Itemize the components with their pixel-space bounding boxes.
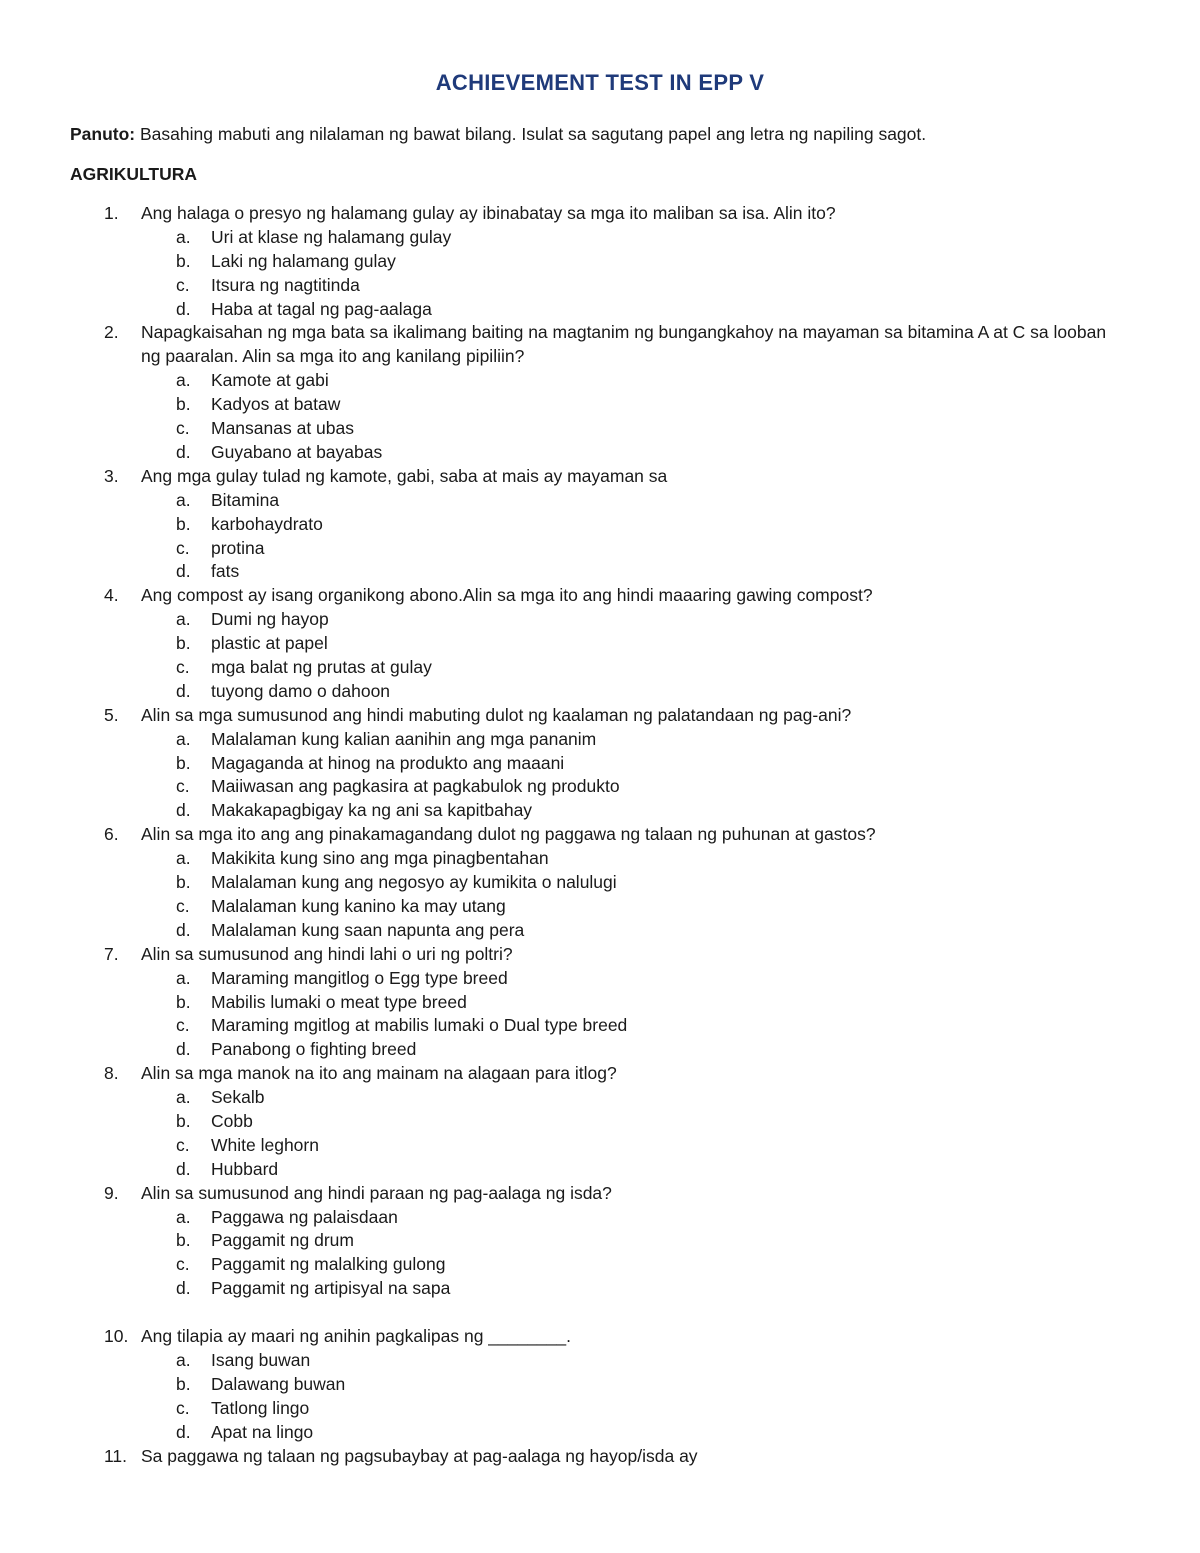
option-text: Sekalb [211, 1087, 265, 1108]
option-item [0, 1373, 1200, 1397]
option-list [0, 1086, 1200, 1182]
option-list [0, 967, 1200, 1063]
instructions-label: Panuto: [70, 124, 136, 144]
question-item [0, 1182, 1200, 1301]
option-item [0, 728, 1200, 752]
question-number: 4. [104, 585, 119, 606]
option-item [0, 1253, 1200, 1277]
option-item [0, 393, 1200, 417]
option-text: Haba at tagal ng pag-aalaga [211, 298, 432, 319]
question-text: Alin sa mga ito ang ang pinakamagandang dulot ng paggawa ng talaan ng puhunan at gastos? [141, 824, 876, 845]
option-text: Kadyos at bataw [211, 394, 341, 415]
option-text: Malalaman kung kanino ka may utang [211, 895, 506, 916]
option-letter: c. [176, 895, 190, 916]
option-letter: a. [176, 728, 191, 749]
option-item [0, 513, 1200, 537]
option-item [0, 775, 1200, 799]
option-text: Maiiwasan ang pagkasira at pagkabulok ng produkto [211, 776, 620, 797]
option-item [0, 799, 1200, 823]
document-title: ACHIEVEMENT TEST IN EPP V [435, 70, 765, 95]
question-text: Ang halaga o presyo ng halamang gulay ay ibinabatay sa mga ito maliban sa isa. Alin ito? [141, 203, 836, 223]
option-item [0, 226, 1200, 250]
question-number: 7. [104, 943, 119, 964]
option-letter: a. [176, 1206, 191, 1227]
option-letter: a. [176, 848, 191, 869]
option-letter: b. [176, 250, 191, 271]
option-item [0, 991, 1200, 1015]
option-text: Hubbard [211, 1158, 279, 1179]
option-letter: c. [176, 1134, 190, 1155]
option-item [0, 1397, 1200, 1421]
question-text: Ang compost ay isang organikong abono.Alin sa mga ito ang hindi maaaring gawing compost? [141, 585, 873, 606]
option-letter: a. [176, 489, 191, 510]
option-text: plastic at papel [211, 633, 328, 654]
option-item [0, 1038, 1200, 1062]
option-letter: b. [176, 513, 191, 534]
option-item [0, 560, 1200, 584]
option-item [0, 1158, 1200, 1182]
option-item [0, 1349, 1200, 1373]
question-number: 1. [104, 203, 119, 223]
option-item [0, 680, 1200, 704]
option-letter: a. [176, 609, 191, 630]
option-item [0, 1014, 1200, 1038]
option-letter: b. [176, 1110, 191, 1131]
option-letter: b. [176, 991, 191, 1012]
option-text: Dumi ng hayop [211, 609, 329, 630]
question-item [0, 465, 1200, 584]
question-item [0, 823, 1200, 942]
option-text: Malalaman kung kalian aanihin ang mga pananim [211, 728, 597, 749]
option-text: tuyong damo o dahoon [211, 680, 391, 701]
option-letter: a. [176, 1350, 191, 1371]
option-letter: a. [176, 370, 191, 391]
option-letter: b. [176, 752, 191, 773]
option-item [0, 369, 1200, 393]
question-item [0, 1062, 1200, 1181]
option-text: Malalaman kung saan napunta ang pera [211, 919, 525, 940]
question-item [0, 321, 1200, 464]
option-text: Paggamit ng drum [211, 1230, 354, 1251]
option-text: Itsura ng nagtitinda [211, 274, 360, 295]
question-number: 8. [104, 1063, 119, 1084]
question-number: 11. [104, 1445, 128, 1466]
option-letter: b. [176, 872, 191, 893]
option-letter: d. [176, 561, 191, 582]
option-text: Makikita kung sino ang mga pinagbentahan [211, 848, 549, 869]
option-text: protina [211, 537, 265, 558]
option-item [0, 967, 1200, 991]
option-letter: c. [176, 418, 190, 439]
option-text: Maraming mangitlog o Egg type breed [211, 967, 508, 988]
option-letter: a. [176, 226, 191, 247]
question-text: Ang mga gulay tulad ng kamote, gabi, saba at mais ay mayaman sa [141, 465, 668, 486]
option-item [0, 417, 1200, 441]
option-item [0, 250, 1200, 274]
option-letter: d. [176, 1158, 191, 1179]
option-item [0, 752, 1200, 776]
option-list [0, 728, 1200, 824]
option-text: Bitamina [211, 489, 280, 510]
question-item [0, 704, 1200, 823]
option-item [0, 1421, 1200, 1445]
question-item [0, 1445, 1200, 1469]
option-item [0, 1110, 1200, 1134]
option-list [0, 847, 1200, 943]
option-text: Maraming mgitlog at mabilis lumaki o Dual type breed [211, 1015, 628, 1036]
option-item [0, 537, 1200, 561]
option-letter: b. [176, 394, 191, 415]
option-item [0, 895, 1200, 919]
option-item [0, 298, 1200, 322]
option-letter: b. [176, 633, 191, 654]
option-letter: b. [176, 1230, 191, 1251]
option-item [0, 1277, 1200, 1301]
option-text: Dalawang buwan [211, 1373, 346, 1394]
option-item [0, 608, 1200, 632]
option-item [0, 919, 1200, 943]
option-letter: d. [176, 800, 191, 821]
option-text: Paggawa ng palaisdaan [211, 1206, 398, 1227]
option-letter: c. [176, 1397, 190, 1418]
question-number: 9. [104, 1182, 119, 1203]
option-text: Laki ng halamang gulay [211, 250, 396, 271]
option-text: Makakapagbigay ka ng ani sa kapitbahay [211, 800, 533, 821]
option-letter: d. [176, 1421, 191, 1442]
option-text: Cobb [211, 1110, 253, 1131]
option-list [0, 226, 1200, 322]
option-list [0, 1206, 1200, 1302]
question-text: Alin sa sumusunod ang hindi paraan ng pag-aalaga ng isda? [141, 1182, 612, 1203]
option-text: Uri at klase ng halamang gulay [211, 226, 452, 247]
option-letter: d. [176, 298, 191, 319]
option-letter: b. [176, 1373, 191, 1394]
instructions-text: Basahing mabuti ang nilalaman ng bawat bilang. Isulat sa sagutang papel ang letra ng napiling sagot. [135, 124, 927, 144]
option-text: Paggamit ng malalking gulong [211, 1254, 446, 1275]
option-item [0, 1134, 1200, 1158]
question-item [0, 584, 1200, 703]
option-letter: d. [176, 919, 191, 940]
option-text: karbohaydrato [211, 513, 323, 534]
option-item [0, 847, 1200, 871]
option-item [0, 632, 1200, 656]
question-number: 6. [104, 824, 119, 845]
option-text: Malalaman kung ang negosyo ay kumikita o nalulugi [211, 872, 617, 893]
blank-line [0, 1301, 1200, 1325]
question-number: 10. [104, 1326, 129, 1347]
option-letter: c. [176, 537, 190, 558]
option-text: Paggamit ng artipisyal na sapa [211, 1278, 451, 1299]
option-list [0, 369, 1200, 465]
option-list [0, 489, 1200, 585]
option-text: Isang buwan [211, 1350, 311, 1371]
question-list [0, 202, 1200, 1469]
option-text: White leghorn [211, 1134, 319, 1155]
option-letter: c. [176, 274, 190, 295]
option-item [0, 871, 1200, 895]
option-text: Kamote at gabi [211, 370, 329, 391]
option-text: Tatlong lingo [211, 1397, 310, 1418]
question-text: Napagkaisahan ng mga bata sa ikalimang baiting na magtanim ng bungangkahoy na mayaman sa bitamina A at C sa looban ng paaralan. Alin sa mga ito ang kanilang pipiliin? [141, 322, 1107, 367]
option-letter: c. [176, 1015, 190, 1036]
option-text: Mansanas at ubas [211, 418, 355, 439]
question-number: 2. [104, 322, 119, 343]
option-item [0, 1086, 1200, 1110]
section-heading: AGRIKULTURA [70, 164, 198, 184]
option-letter: d. [176, 1039, 191, 1060]
option-text: Mabilis lumaki o meat type breed [211, 991, 467, 1012]
question-text: Alin sa mga manok na ito ang mainam na alagaan para itlog? [141, 1063, 617, 1084]
option-text: Apat na lingo [211, 1421, 314, 1442]
option-text: Guyabano at bayabas [211, 441, 383, 462]
question-text: Alin sa sumusunod ang hindi lahi o uri ng poltri? [141, 943, 513, 964]
question-item [0, 202, 1200, 321]
option-letter: d. [176, 441, 191, 462]
option-letter: c. [176, 1254, 190, 1275]
option-item [0, 274, 1200, 298]
option-list [0, 1349, 1200, 1445]
option-letter: d. [176, 1278, 191, 1299]
option-text: Panabong o fighting breed [211, 1039, 417, 1060]
option-item [0, 489, 1200, 513]
option-text: mga balat ng prutas at gulay [211, 657, 432, 677]
question-text: Alin sa mga sumusunod ang hindi mabuting dulot ng kaalaman ng palatandaan ng pag-ani? [141, 704, 852, 725]
option-item [0, 1206, 1200, 1230]
question-number: 3. [104, 465, 119, 486]
option-item [0, 441, 1200, 465]
option-letter: c. [176, 657, 190, 677]
question-number: 5. [104, 704, 119, 725]
instructions [70, 124, 926, 145]
option-text: Magaganda at hinog na produkto ang maaani [211, 752, 565, 773]
question-item [0, 943, 1200, 1062]
option-letter: a. [176, 967, 191, 988]
option-item [0, 656, 1200, 680]
option-item [0, 1229, 1200, 1253]
option-list [0, 608, 1200, 704]
option-letter: a. [176, 1087, 191, 1108]
option-text: fats [211, 561, 240, 582]
option-letter: c. [176, 776, 190, 797]
option-letter: d. [176, 680, 191, 701]
question-text: Sa paggawa ng talaan ng pagsubaybay at pag-aalaga ng hayop/isda ay [141, 1445, 698, 1466]
question-text: Ang tilapia ay maari ng anihin pagkalipas ng ________. [141, 1326, 572, 1347]
question-item [0, 1325, 1200, 1444]
